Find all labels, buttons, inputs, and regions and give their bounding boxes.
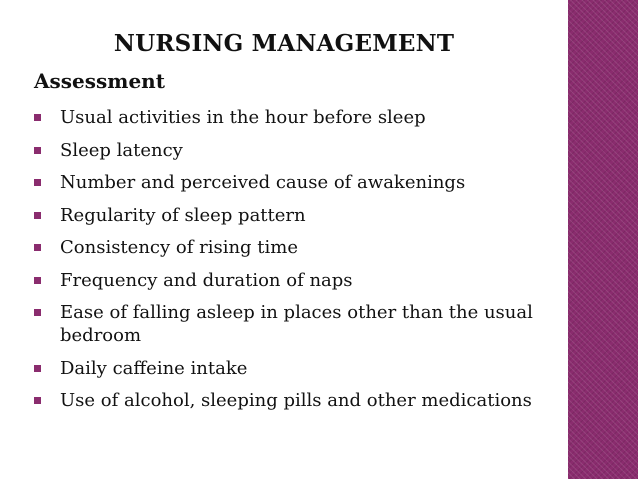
bullet-text: Regularity of sleep pattern [60,204,306,226]
bullet-item [34,106,559,129]
bullet-text: Usual activities in the hour before sleep [60,107,426,128]
bullet-text: Number and perceived cause of awakenings [60,172,466,193]
square-bullet-icon [34,114,41,121]
bullet-text: Consistency of rising time [60,237,299,258]
bullet-item [34,171,559,194]
bullet-text: Sleep latency [60,139,183,161]
square-bullet-icon [34,244,41,251]
bullet-text: Daily caffeine intake [60,357,248,379]
bullet-list [34,106,559,422]
bullet-text: Ease of falling asleep in places other than the usual bedroom [60,302,533,346]
bullet-item [34,269,559,292]
square-bullet-icon [34,212,41,219]
square-bullet-icon [34,179,41,186]
bullet-item [34,204,559,227]
bullet-item [34,389,559,412]
square-bullet-icon [34,365,41,372]
bullet-item [34,301,559,347]
square-bullet-icon [34,397,41,404]
bullet-item [34,236,559,259]
square-bullet-icon [34,147,41,154]
square-bullet-icon [34,309,41,316]
section-heading: Assessment [34,69,165,93]
slide-title: NURSING MANAGEMENT [113,30,455,57]
bullet-text: Frequency and duration of naps [60,269,353,291]
square-bullet-icon [34,277,41,284]
decorative-side-band [568,0,638,479]
bullet-text: Use of alcohol, sleeping pills and other medications [60,390,532,411]
bullet-item [34,357,559,380]
bullet-item [34,139,559,162]
